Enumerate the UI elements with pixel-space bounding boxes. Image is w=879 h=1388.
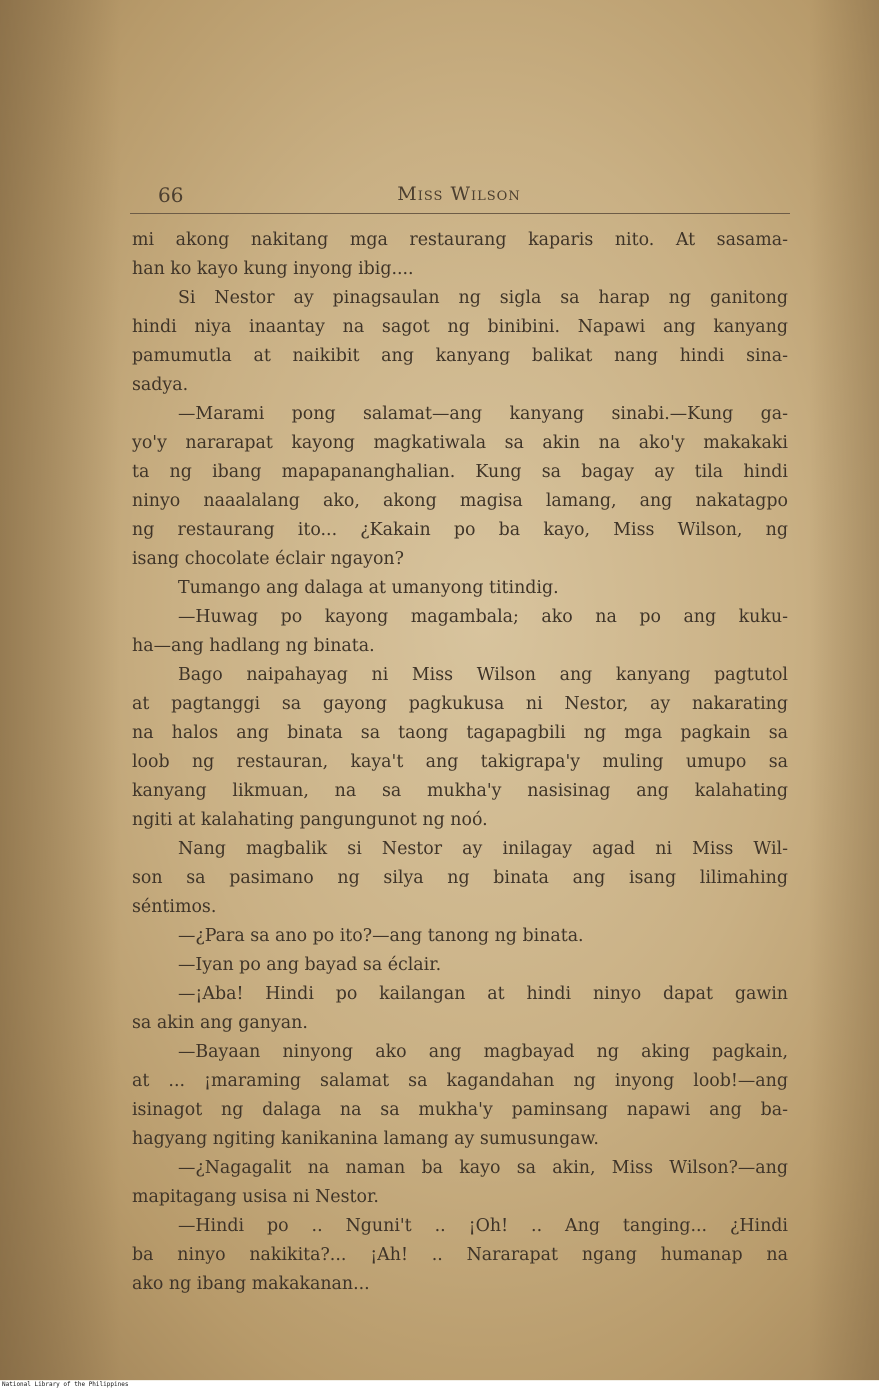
text-line: —¿Nagagalit na naman ba kayo sa akin, Miss Wilson?—ang [178, 1158, 788, 1178]
body-text [132, 226, 788, 1299]
text-line: sa akin ang ganyan. [132, 1013, 308, 1033]
text-line: kanyang likmuan, na sa mukha'y nasisinag ang kalahating [132, 781, 788, 801]
text-line: yo'y nararapat kayong magkatiwala sa akin na ako'y makakaki [132, 433, 788, 453]
text-line: Si Nestor ay pinagsaulan ng sigla sa harap ng ganitong [178, 288, 788, 308]
text-line: at ... ¡maraming salamat sa kagandahan ng inyong loob!—ang [132, 1071, 788, 1091]
text-line: mi akong nakitang mga restaurang kaparis nito. At sasama- [132, 230, 788, 250]
page-header [130, 183, 788, 215]
text-line: han ko kayo kung inyong ibig.... [132, 259, 414, 279]
text-line: son sa pasimano ng silya ng binata ang isang lilimahing [132, 868, 788, 888]
text-line: ako ng ibang makakanan... [132, 1274, 370, 1294]
text-line: Tumango ang dalaga at umanyong titindig. [178, 578, 559, 598]
text-line: hagyang ngiting kanikanina lamang ay sumusungaw. [132, 1129, 599, 1149]
text-line: sadya. [132, 375, 189, 395]
text-line: —Bayaan ninyong ako ang magbayad ng aking pagkain, [178, 1042, 788, 1062]
text-line: isang chocolate éclair ngayon? [132, 549, 404, 569]
text-line: at pagtanggi sa gayong pagkukusa ni Nestor, ay nakarating [132, 694, 788, 714]
text-line: ninyo naaalalang ako, akong magisa lamang, ang nakatagpo [132, 491, 788, 511]
text-line: hindi niya inaantay na sagot ng binibini. Napawi ang kanyang [132, 317, 788, 337]
text-line: Nang magbalik si Nestor ay inilagay agad ni Miss Wil- [178, 839, 788, 859]
text-line: Bago naipahayag ni Miss Wilson ang kanyang pagtutol [178, 665, 788, 685]
text-line: ngiti at kalahating pangungunot ng noó. [132, 810, 488, 830]
text-line: —Huwag po kayong magambala; ako na po ang kuku- [178, 607, 788, 627]
text-line: na halos ang binata sa taong tagapagbili ng mga pagkain sa [132, 723, 788, 743]
text-line: —Marami pong salamat—ang kanyang sinabi.—Kung ga- [178, 404, 788, 424]
text-line: ng restaurang ito... ¿Kakain po ba kayo, Miss Wilson, ng [132, 520, 788, 540]
text-line: loob ng restauran, kaya't ang takigrapa'y muling umupo sa [132, 752, 788, 772]
text-line: séntimos. [132, 897, 217, 917]
text-line: —Hindi po .. Nguni't .. ¡Oh! .. Ang tanging... ¿Hindi [178, 1216, 788, 1236]
text-line: ta ng ibang mapapananghalian. Kung sa bagay ay tila hindi [132, 462, 788, 482]
text-line: —¿Para sa ano po ito?—ang tanong ng binata. [178, 926, 584, 946]
running-head: Miss Wilson [397, 183, 521, 205]
text-line: ha—ang hadlang ng binata. [132, 636, 375, 656]
text-line: isinagot ng dalaga na sa mukha'y paminsang napawi ang ba- [132, 1100, 788, 1120]
text-line: mapitagang usisa ni Nestor. [132, 1187, 379, 1207]
header-rule [130, 213, 790, 214]
text-line: —Iyan po ang bayad sa éclair. [178, 955, 442, 975]
library-credit: National Library of the Philippines [0, 1381, 879, 1388]
text-line: —¡Aba! Hindi po kailangan at hindi ninyo dapat gawin [178, 984, 788, 1004]
text-line: ba ninyo nakikita?... ¡Ah! .. Nararapat ngang humanap na [132, 1245, 788, 1265]
text-line: pamumutla at naikibit ang kanyang balikat nang hindi sina- [132, 346, 788, 366]
page-number: 66 [158, 183, 184, 207]
